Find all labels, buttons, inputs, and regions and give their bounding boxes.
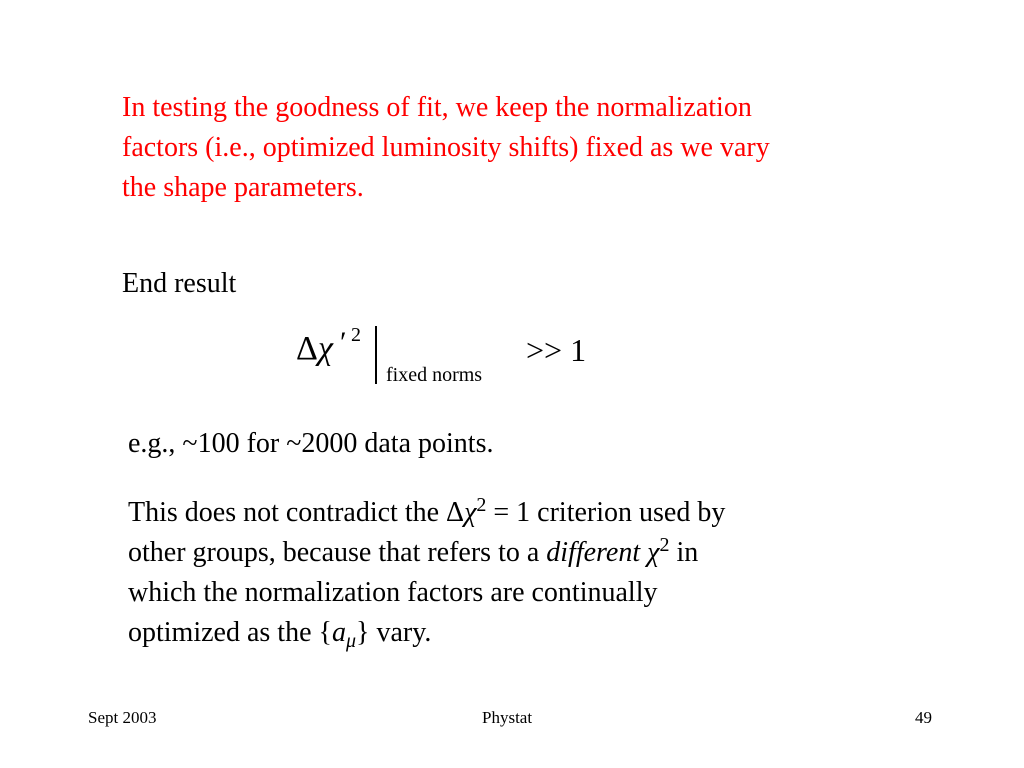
- equation-delta: Δ: [296, 330, 318, 367]
- intro-line-2: factors (i.e., optimized luminosity shifts) fixed as we vary: [122, 132, 770, 163]
- equation-relation: >> 1: [526, 332, 587, 368]
- equation-prime: ′: [340, 326, 347, 359]
- explanation-paragraph: [128, 493, 908, 653]
- superscript: 2: [476, 494, 487, 516]
- text-span: in: [669, 537, 699, 568]
- footer-page-number: 49: [915, 708, 932, 727]
- equation-exponent: 2: [351, 324, 361, 346]
- explanation-line-1: [128, 493, 908, 533]
- subscript-mu: μ: [345, 630, 356, 652]
- text-span: optimized as the {: [128, 617, 332, 648]
- italic-text: different: [546, 537, 641, 568]
- delta-symbol: Δ: [446, 497, 465, 528]
- explanation-line-4: [128, 613, 908, 653]
- intro-line-3: the shape parameters.: [122, 172, 364, 203]
- explanation-line-2: [128, 533, 908, 573]
- end-result-label: End result: [122, 268, 237, 299]
- footer-date: Sept 2003: [88, 708, 157, 727]
- text-span: } vary.: [356, 617, 432, 648]
- chi-symbol: χ: [640, 537, 660, 568]
- example-text: e.g., ~100 for ~2000 data points.: [128, 428, 494, 459]
- equation-subscript: fixed norms: [386, 364, 483, 386]
- superscript: 2: [659, 534, 670, 556]
- chi-symbol: χ: [464, 497, 477, 528]
- text-span: other groups, because that refers to a: [128, 537, 547, 568]
- footer-event: Phystat: [482, 708, 533, 727]
- intro-paragraph: [122, 88, 922, 208]
- evaluation-bar: [375, 326, 377, 384]
- text-span: This does not contradict the: [128, 497, 447, 528]
- intro-line-1: In testing the goodness of fit, we keep the normalization: [122, 92, 752, 123]
- equation-chi: χ: [318, 330, 333, 367]
- variable-a: a: [331, 617, 346, 648]
- text-span: = 1 criterion used by: [486, 497, 726, 528]
- explanation-line-3: which the normalization factors are continually: [128, 577, 658, 608]
